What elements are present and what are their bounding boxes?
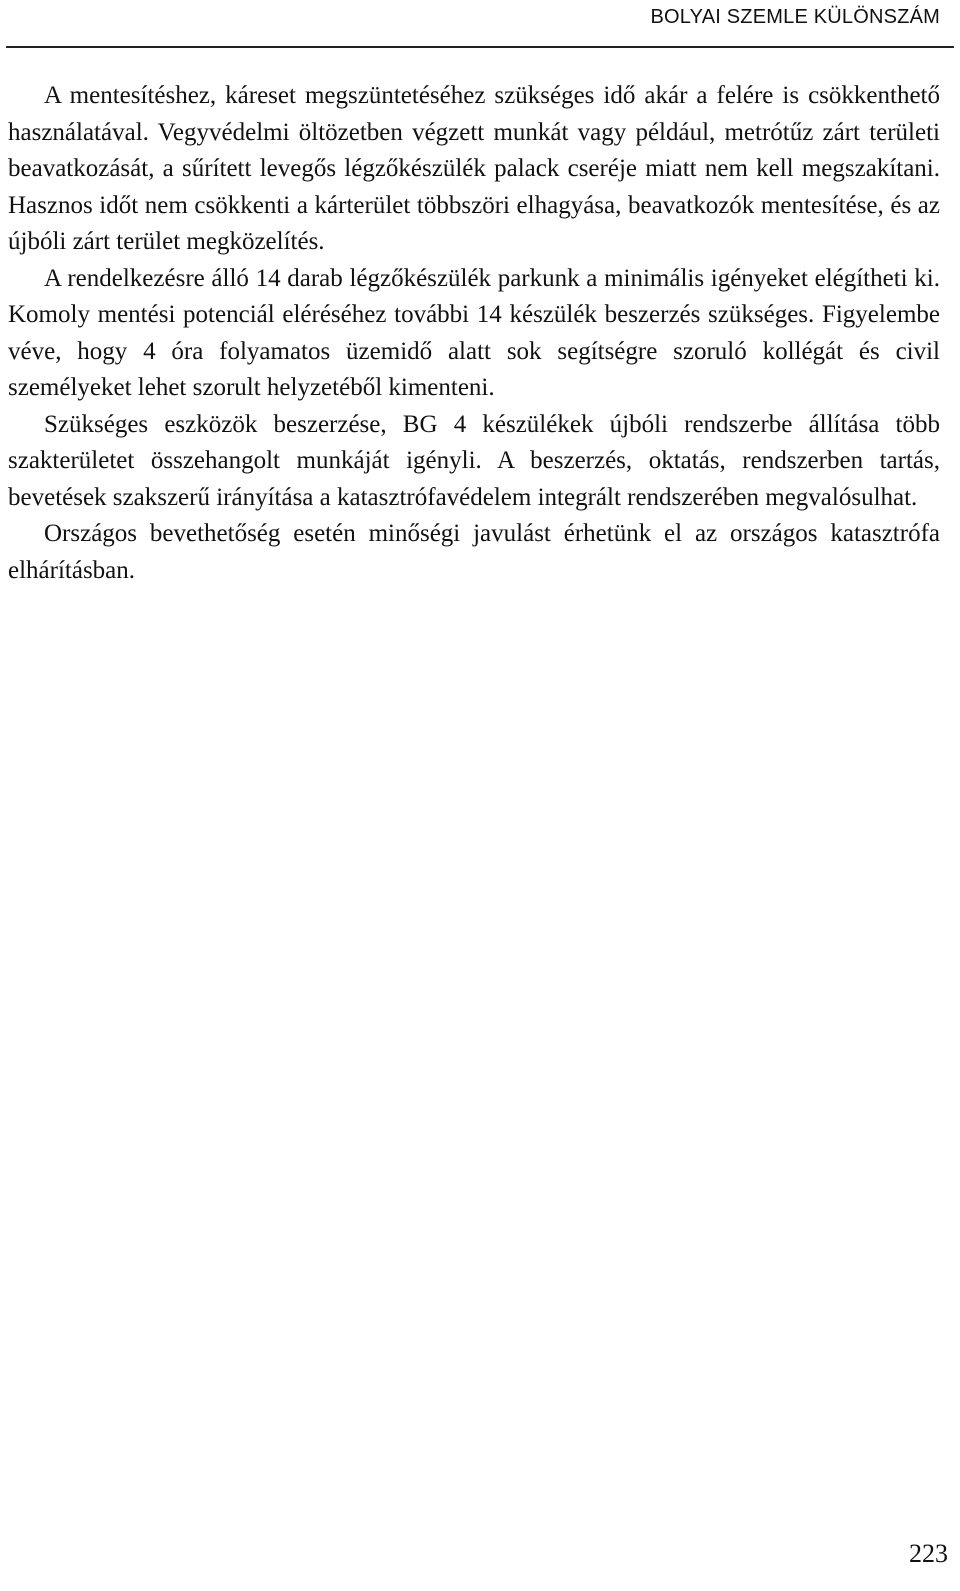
paragraph-3: Szükséges eszközök beszerzése, BG 4 készülékek újbóli rendszerbe állítása több szakterületet összehangolt munkáját igényli. A beszerzés, oktatás, rendszerben tartás, bevetések szakszerű irányítása a katasztrófavédelem integrált rendszerében megvalósulhat.	[8, 410, 940, 511]
paragraph-2: A rendelkezésre álló 14 darab légzőkészülék parkunk a minimális igényeket elégítheti ki. Komoly mentési potenciál eléréséhez további 14 készülék beszerzés szükséges. Figyelembe véve, hogy 4 óra folyamatos üzemidő alatt sok segítségre szoruló kollégát és civil személyeket lehet szorult helyzetéből kimenteni.	[8, 264, 940, 401]
body-text	[8, 78, 940, 589]
running-header: BOLYAI SZEMLE KÜLÖNSZÁM	[650, 6, 940, 28]
paragraph-4: Országos bevethetőség esetén minőségi javulást érhetünk el az országos katasztrófa elhárításban.	[8, 520, 940, 584]
paragraph-1: A mentesítéshez, káreset megszüntetéséhez szükséges idő akár a felére is csökkenthető használatával. Vegyvédelmi öltözetben végzett munkát vagy például, metrótűz zárt területi beavatkozását, a sűrített levegős légzőkészülék palack cseréje miatt nem kell megszakítani. Hasznos időt nem csökkenti a kárterület többszöri elhagyása, beavatkozók mentesítése, és az újbóli zárt terület megközelítés.	[8, 82, 940, 255]
page-number: 223	[909, 1539, 948, 1568]
header-rule	[6, 46, 954, 48]
